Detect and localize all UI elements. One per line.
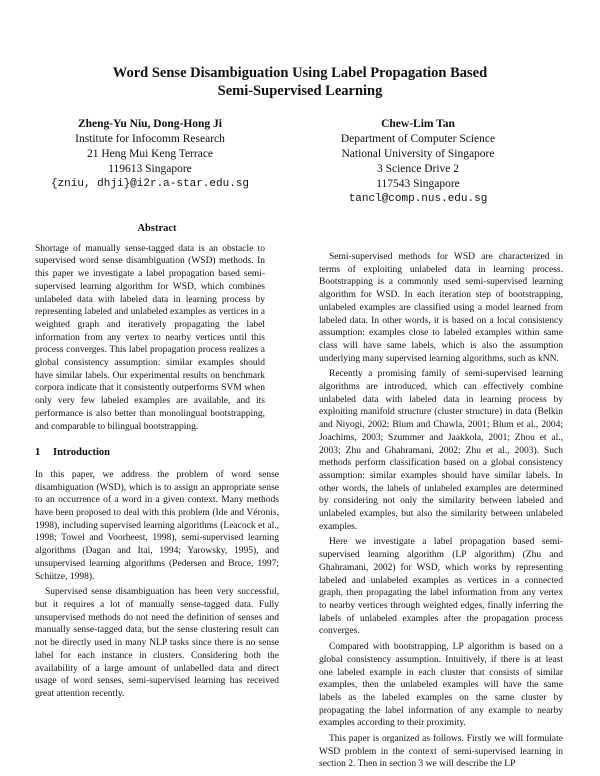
author-block-1	[45, 117, 255, 192]
author-affiliation: Institute for Infocomm Research	[75, 133, 225, 145]
author-email: tancl@comp.nus.edu.sg	[348, 193, 488, 205]
author-address: 3 Science Drive 2	[376, 163, 460, 175]
author-department: Department of Computer Science	[340, 133, 496, 145]
section-heading	[35, 447, 279, 460]
author-names: Zheng-Yu Niu, Dong-Hong Ji	[77, 118, 222, 130]
author-postcode: 117543 Singapore	[376, 178, 460, 190]
intro-paragraph-2: Supervised sense disambiguation has been very successful, but it requires a lot of manually sense-tagged data. Fully unsupervised methods do not need the definition of senses and manually sense-tagged data, but the sense clustering result can not be directly used in many NLP tasks since there is no sense label for each instance in clusters. Considering both the availability of a large amount of unlabelled data and direct usage of word senses, semi-supervised learning has received great attention recently.	[35, 587, 279, 699]
right-paragraph-4: Compared with bootstrapping, LP algorithm is based on a global consistency assumption. Intuitively, if there is at least one labeled example in each cluster that consists of similar examples, then the unlabeled examples will have the same labels as the labeled examples on the same cluster by propagating the label information of any example to nearby examples according to their proximity.	[319, 642, 563, 729]
title-line-2: Semi-Supervised Learning	[217, 83, 383, 99]
right-column	[319, 251, 563, 774]
author-block-2	[313, 117, 523, 207]
right-paragraph-1: Semi-supervised methods for WSD are characterized in terms of exploiting unlabeled data in learning process. Bootstrapping is a commonly used semi-supervised learning algorithm for WSD. In each iteration step of bootstrapping, unlabeled examples are classified using a model learned from labeled data. In other words, it is based on a local consistency assumption: examples close to labeled examples within same class will have same labels, which is also the assumption underlying many supervised learning algorithms, such as kNN.	[319, 252, 563, 364]
author-email: {zniu, dhji}@i2r.a-star.edu.sg	[50, 178, 250, 190]
left-column	[35, 223, 279, 704]
author-address: 21 Heng Mui Keng Terrace	[86, 148, 214, 160]
abstract-text: Shortage of manually sense-tagged data is an obstacle to supervised word sense disambiguation (WSD) methods. In this paper we investigate a label propagation based semi-supervised learning algorithm for WSD, which combines unlabeled data with labeled data in learning process by representing labeled and unlabeled examples as vertices in a weighted graph and iteratively propagating the label information from any vertex to nearby vertices until this process converges. This label propagation process realizes a global consistency assumption: similar examples should have similar labels. Our experimental results on benchmark corpora indicate that it consistently outperforms SVM when only very few labeled examples are available, and its performance is also better than monolingual bootstrapping, and comparable to bilingual bootstrapping.	[35, 243, 265, 432]
section-number: 1	[35, 447, 41, 459]
right-paragraph-3: Here we investigate a label propagation based semi-supervised learning algorithm (LP algorithm) (Zhu and Ghahramani, 2002) for WSD, which works by representing labeled and unlabeled examples as vertices in a connected graph, then propagating the label information from any vertex to nearby vertices through weighted edges, finally inferring the labels of unlabeled examples after the propagation process converges.	[319, 537, 563, 637]
author-names: Chew-Lim Tan	[381, 118, 455, 130]
author-affiliation: National University of Singapore	[341, 148, 495, 160]
title-line-1: Word Sense Disambiguation Using Label Propagation Based	[112, 65, 488, 81]
author-postcode: 119613 Singapore	[108, 163, 192, 175]
abstract-heading: Abstract	[137, 223, 177, 234]
right-paragraph-5: This paper is organized as follows. Firstly we will formulate WSD problem in the context of semi-supervised learning in section 2. Then in section 3 we will describe the LP	[319, 734, 563, 770]
paper-title	[0, 64, 600, 100]
intro-paragraph-1: In this paper, we address the problem of word sense disambiguation (WSD), which is to assign an appropriate sense to an occurrence of a word in a given context. Many methods have been proposed to deal with this problem (Ide and Véronis, 1998), including supervised learning algorithms (Leacock et al., 1998; Towel and Voorheest, 1998), semi-supervised learning algorithms (Dagan and Itai, 1994; Yarowsky, 1995), and unsupervised learning algorithms (Pedersen and Bruce, 1997; Schütze, 1998).	[35, 469, 279, 582]
section-title: Introduction	[53, 447, 110, 459]
right-paragraph-2: Recently a promising family of semi-supervised learning algorithms are introduced, which can effectively combine unlabeled data with labeled data in learning process by exploiting manifold structure (cluster structure) in data (Belkin and Niyogi, 2002; Blum and Chawla, 2001; Blum et al., 2004; Joachims, 2003; Szummer and Jaakkola, 2001; Zhou et al., 2003; Zhu and Ghahramani, 2002; Zhu et al., 2003). Such methods perform classification based on a global consistency assumption: similar examples should have similar labels. In other words, the labels of unlabeled examples are determined by considering not only the similarity between labeled and unlabeled examples, but also the similarity between unlabeled examples.	[319, 369, 563, 532]
